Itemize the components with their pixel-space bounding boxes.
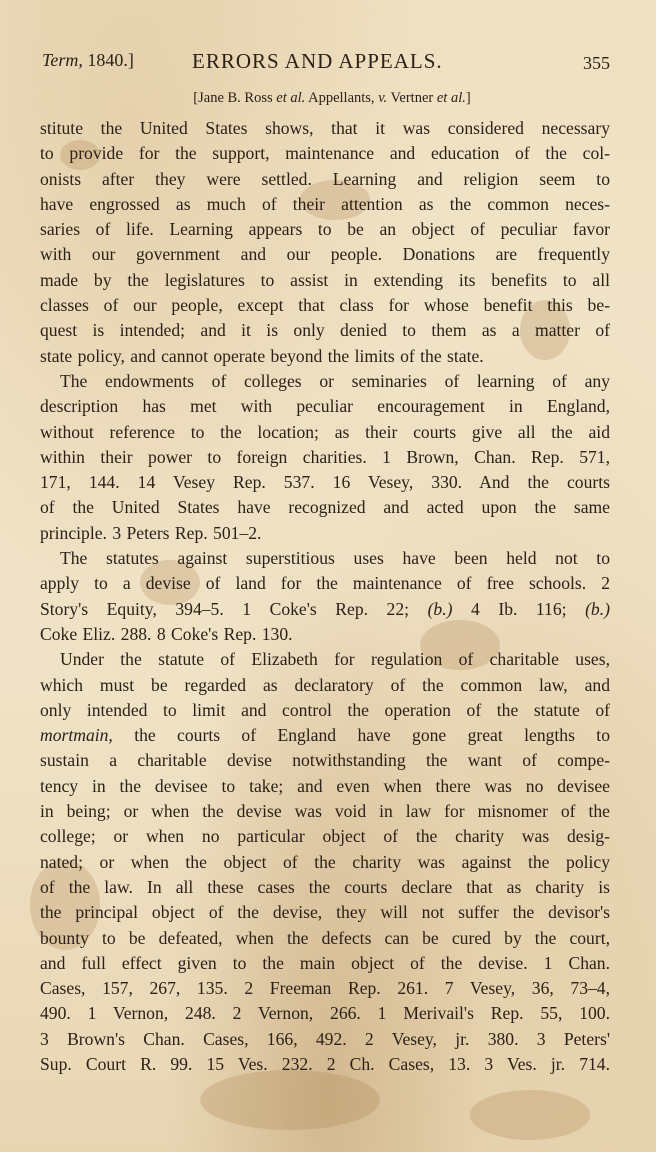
- text-line: and full effect given to the main object of the devise. 1 Chan.: [40, 952, 610, 973]
- paragraph-2: [40, 369, 610, 546]
- italic-term: mortmain,: [40, 725, 113, 746]
- text-run: 4 Ib. 116;: [452, 598, 586, 619]
- text-line: 3 Brown's Chan. Cases, 166, 492. 2 Vesey, jr. 380. 3 Peters': [40, 1028, 610, 1049]
- text-line: only intended to limit and control the operation of the statute of: [40, 699, 610, 720]
- running-head-title: ERRORS AND APPEALS.: [192, 49, 443, 73]
- text-line: of the law. In all these cases the courts declare that as charity is: [40, 876, 610, 897]
- footnote-mark: (b.): [585, 598, 610, 619]
- text-line: stitute the United States shows, that it was considered necessary: [40, 118, 610, 138]
- text-line: state policy, and cannot operate beyond the limits of the state.: [40, 345, 484, 366]
- foxing-spot: [200, 1070, 380, 1130]
- text-line: saries of life. Learning appears to be an object of peculiar favor: [40, 219, 610, 240]
- paragraph-1: [40, 116, 610, 369]
- term-year: 1840.]: [82, 50, 134, 70]
- text-line: apply to a devise of land for the maintenance of free schools. 2: [40, 573, 610, 594]
- text-line: Cases, 157, 267, 135. 2 Freeman Rep. 261. 7 Vesey, 36, 73–4,: [40, 978, 610, 999]
- text-run: the courts of England have gone great lengths to: [112, 725, 610, 746]
- paragraph-3: [40, 546, 610, 647]
- text-line: college; or when no particular object of the charity was desig-: [40, 826, 610, 847]
- text-line: description has met with peculiar encouragement in England,: [40, 396, 610, 417]
- text-line: Under the statute of Elizabeth for regulation of charitable uses,: [60, 649, 610, 670]
- running-head-term: [42, 50, 134, 71]
- text-line: Coke Eliz. 288. 8 Coke's Rep. 130.: [40, 623, 293, 644]
- text-run: Story's Equity, 394–5. 1 Coke's Rep. 22;: [40, 598, 428, 619]
- text-line: Sup. Court R. 99. 15 Ves. 232. 2 Ch. Cases, 13. 3 Ves. jr. 714.: [40, 1053, 610, 1074]
- case-reference: [40, 90, 610, 107]
- paragraph-4: [40, 647, 610, 1077]
- text-line: principle. 3 Peters Rep. 501–2.: [40, 522, 262, 543]
- text-line: quest is intended; and it is only denied to them as a matter of: [40, 320, 610, 341]
- text-line: bounty to be defeated, when the defects can be cured by the court,: [40, 927, 610, 948]
- case-ref-open: [Jane B. Ross: [193, 90, 277, 106]
- text-line: of the United States have recognized and acted upon the same: [40, 497, 610, 518]
- case-ref-et-al-2: et al.: [436, 90, 466, 106]
- term-label: Term,: [42, 50, 83, 70]
- text-line: have engrossed as much of their attention as the common neces-: [40, 193, 610, 214]
- text-line: The statutes against superstitious uses have been held not to: [60, 548, 610, 569]
- page-number: 355: [583, 53, 610, 73]
- case-ref-v: v.: [378, 90, 388, 106]
- footnote-mark: (b.): [427, 598, 453, 619]
- text-line: 171, 144. 14 Vesey Rep. 537. 16 Vesey, 330. And the courts: [40, 472, 610, 493]
- text-line: within their power to foreign charities. 1 Brown, Chan. Rep. 571,: [40, 446, 610, 467]
- text-line: classes of our people, except that class for whose benefit this be-: [40, 295, 610, 316]
- text-line: in being; or when the devise was void in law for misnomer of the: [40, 801, 610, 822]
- text-line: with our government and our people. Donations are frequently: [40, 244, 610, 265]
- text-line: sustain a charitable devise notwithstanding the want of compe-: [40, 750, 610, 771]
- text-line: nated; or when the object of the charity was against the policy: [40, 851, 610, 872]
- text-line: to provide for the support, maintenance and education of the col-: [40, 143, 610, 164]
- text-line: [40, 723, 610, 748]
- text-line: without reference to the location; as their courts give all the aid: [40, 421, 610, 442]
- text-line: the principal object of the devise, they will not suffer the devisor's: [40, 902, 610, 923]
- case-ref-close: ]: [465, 90, 471, 106]
- case-ref-mid: Appellants,: [305, 90, 379, 106]
- text-line: [40, 597, 610, 622]
- text-line: which must be regarded as declaratory of the common law, and: [40, 674, 610, 695]
- foxing-spot: [470, 1090, 590, 1140]
- text-line: 490. 1 Vernon, 248. 2 Vernon, 266. 1 Merivail's Rep. 55, 100.: [40, 1003, 610, 1024]
- text-line: tency in the devisee to take; and even when there was no devisee: [40, 775, 610, 796]
- case-ref-et-al-1: et al.: [276, 90, 306, 106]
- text-line: The endowments of colleges or seminaries of learning of any: [60, 370, 610, 391]
- text-line: made by the legislatures to assist in extending its benefits to all: [40, 269, 610, 290]
- body-text: [40, 116, 610, 1077]
- text-line: onists after they were settled. Learning and religion seem to: [40, 168, 610, 189]
- case-ref-respondent: Vertner: [387, 90, 437, 106]
- running-head: [40, 48, 610, 78]
